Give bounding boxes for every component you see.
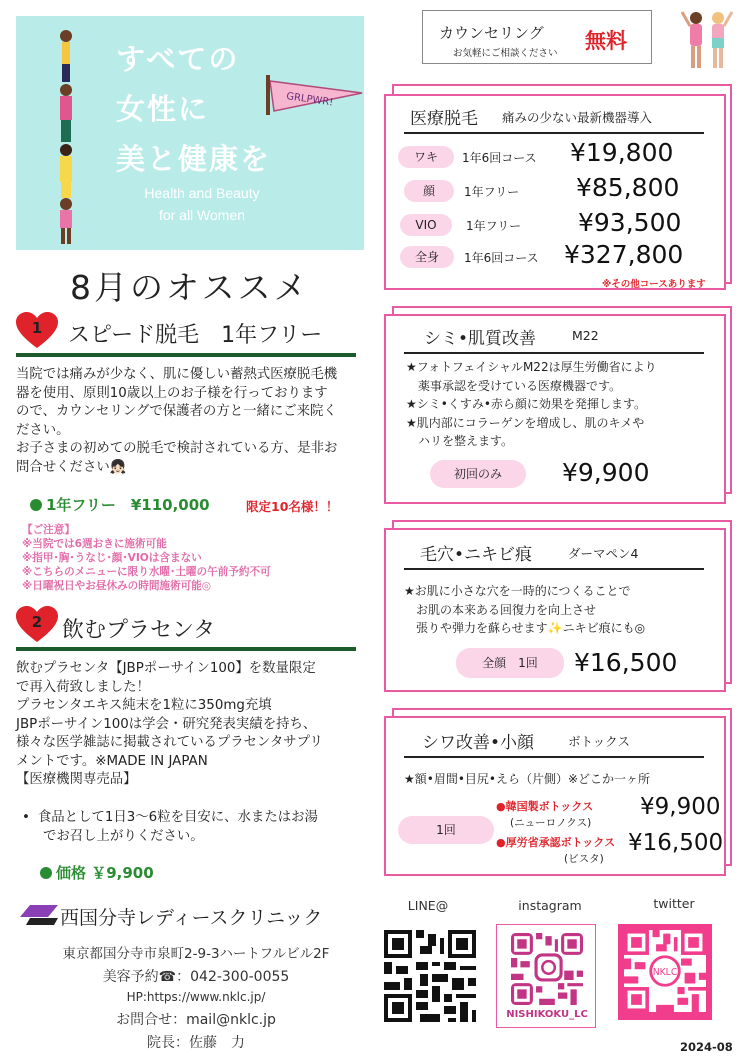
flag-text: GRLPWR! [285, 91, 334, 109]
section2-body [16, 660, 368, 790]
pore-care-card [384, 520, 744, 696]
card-text-line: ★フォトフェイシャルM22は厚生労働省により [406, 360, 657, 374]
note-line: ※当院では6週おきに施術可能 [22, 538, 167, 550]
price-text: ¥19,800 [570, 138, 674, 167]
clinic-tel[interactable]: 美容予約☎：042-300-0055 [102, 969, 290, 985]
part-pill: 顔 [404, 180, 454, 202]
card-text-line: ★シミ•くすみ•赤ら顔に効果を発揮します。 [406, 397, 646, 411]
body-line: お子さまの初めての脱毛で検討されている方、是非お [16, 441, 338, 456]
card-subtitle: ボトックス [568, 734, 631, 749]
card-title: シミ•肌質改善 [424, 329, 537, 349]
twitter-qr-code [624, 930, 706, 1012]
pennant-flag [266, 71, 366, 115]
line-qr-code[interactable] [384, 930, 476, 1022]
price-text: ¥16,500 [574, 648, 678, 677]
twitter-qr-frame[interactable] [618, 924, 712, 1020]
hero-title-line: 美と健康を [116, 142, 272, 176]
plan-pill: 初回のみ [430, 460, 526, 488]
price-text: ¥85,800 [576, 173, 680, 202]
body-line: ださい。 [16, 422, 70, 438]
card-text-line: 張りや弾力を蘇らせます✨ニキビ痕にも◎ [404, 621, 646, 635]
card-text-line: ハリを整えます。 [406, 434, 514, 448]
month-title: 8月のオススメ [70, 268, 310, 307]
note-line: ※日曜祝日やお昼休みの時間施術可能◎ [22, 580, 212, 592]
part-pill: VIO [400, 214, 452, 236]
plan-text: 1年6回コース [464, 251, 539, 265]
botox-item-name: ●厚労省承認ボトックス [496, 836, 616, 849]
section-number: 1 [31, 319, 43, 337]
section-divider [16, 647, 356, 651]
card-text-line: ★お肌に小さな穴を一時的につくることで [404, 584, 631, 598]
card-rule [404, 352, 704, 354]
section1-notes [22, 523, 362, 593]
nklc-logo-text: NKLC [652, 966, 678, 978]
body-line: 問合せください👧🏻 [16, 459, 127, 475]
bullet-dot-icon [30, 499, 42, 511]
card-rule [404, 756, 704, 758]
section-number: 2 [31, 613, 43, 631]
body-line: JBPポーサイン100は学会・研究発表実績を持ち、 [16, 716, 317, 732]
card-text [404, 582, 724, 638]
instagram-qr-frame[interactable] [496, 924, 596, 1028]
part-pill: ワキ [398, 146, 454, 168]
issue-date: 2024-08 [680, 1040, 733, 1054]
plan-text: 1年6回コース [462, 151, 537, 165]
part-pill: 全身 [400, 246, 454, 268]
body-line: 様々な医学雑誌に掲載されているプラセンタサプリ [16, 735, 323, 750]
body-line: メントです。※MADE IN JAPAN [16, 753, 208, 769]
twitter-label: twitter [653, 896, 695, 911]
body-line: プラセンタエキス純末を1粒に350mg充填 [16, 698, 272, 713]
price-text: 1年フリー ¥110,000 [46, 496, 210, 514]
note-line: ※こちらのメニューに限り水曜･土曜の午前予約不可 [22, 566, 271, 578]
counseling-sub: お気軽にご相談ください [453, 48, 558, 59]
price-text: ¥93,500 [578, 208, 682, 237]
card-rule [404, 132, 704, 134]
clinic-director: 院長：佐藤 力 [147, 1035, 245, 1051]
card-text-line: お肌の本来ある回復力を向上させ [404, 602, 597, 617]
body-line: 飲むプラセンタ【JBPポーサイン100】を数量限定 [16, 661, 316, 676]
women-illustration [676, 8, 738, 70]
body-line: 【医療機関専売品】 [16, 772, 137, 787]
section1-price [30, 494, 210, 515]
free-badge: 無料 [585, 29, 627, 53]
section2-bullet [22, 809, 368, 846]
body-line: 器を使用、原則10歳以上のお子様を行っております [16, 385, 328, 401]
plan-text: 1年フリー [464, 185, 520, 199]
limit-badge: 限定10名様！！ [246, 499, 339, 514]
hero-subtitle [102, 182, 302, 226]
bullet-text: 食品として1日3～6粒を目安に、水またはお湯 [37, 810, 318, 825]
instagram-handle: NISHIKOKU_LC [506, 1009, 588, 1020]
bullet-text: でお召し上がりください。 [43, 828, 204, 844]
counseling-box [422, 10, 652, 64]
hair-removal-card [384, 84, 744, 294]
spot-care-card [384, 306, 744, 506]
clinic-name: 西国分寺レディースクリニック [60, 907, 323, 929]
card-subtitle: M22 [572, 328, 599, 343]
botox-item-brand: (ニューロノクス) [510, 817, 592, 829]
hero-subtitle-line: for all Women [158, 207, 246, 223]
price-text: ¥16,500 [628, 830, 724, 856]
plan-pill: 1回 [398, 816, 494, 844]
card-text [406, 358, 726, 451]
section2-title: 飲むプラセンタ [62, 618, 216, 643]
botox-card [384, 708, 744, 878]
card-text: ★額•眉間•目尻•えら（片側）※どこか一ヶ所 [404, 772, 651, 786]
plan-pill: 全顔 1回 [456, 648, 564, 678]
counseling-title: カウンセリング [439, 24, 544, 42]
section-divider [16, 353, 356, 357]
price-text: 価格 ￥9,900 [56, 864, 154, 882]
section2-price [40, 862, 154, 883]
note-line: ※指甲･胸･うなじ･顔･VIOは含まない [22, 552, 202, 564]
instagram-qr-code [511, 933, 583, 1005]
card-subtitle: ダーマペン4 [568, 546, 639, 561]
section1-title: スピード脱毛 1年フリー [68, 323, 323, 348]
clinic-mail[interactable]: お問合せ：mail@nklc.jp [116, 1012, 276, 1028]
card-title: 毛穴•ニキビ痕 [420, 545, 533, 565]
plan-text: 1年フリー [466, 219, 522, 233]
body-line: ので、カウンセリングで保護者の方と一緒にご来院く [16, 404, 337, 419]
price-text: ¥9,900 [640, 794, 721, 820]
price-text: ¥9,900 [562, 458, 650, 487]
card-rule [404, 568, 704, 570]
clinic-homepage-link[interactable]: HP:https://www.nklc.jp/ [126, 990, 266, 1004]
card-subtitle: 痛みの少ない最新機器導入 [502, 110, 653, 125]
section1-body [16, 366, 366, 477]
more-courses-note: ※その他コースあります [602, 279, 706, 290]
hero-subtitle-line: Health and Beauty [144, 185, 260, 201]
hero-banner [16, 16, 364, 250]
card-title: 医療脱毛 [410, 109, 478, 129]
bullet-line: • 食品として1日3～6粒を目安に、水またはお湯 [22, 810, 318, 825]
botox-item-brand: (ビスタ) [564, 853, 604, 865]
hero-title-line: すべての [116, 42, 240, 76]
hero-title-line: 女性に [116, 92, 210, 126]
price-text: ¥327,800 [564, 240, 684, 269]
card-text-line: ★肌内部にコラーゲンを増成し、肌のキメや [406, 415, 645, 430]
card-title: シワ改善•小顔 [422, 733, 535, 753]
body-line: で再入荷致しました！ [16, 679, 150, 695]
clinic-logo-icon [20, 905, 58, 925]
clinic-address: 東京都国分寺市泉町2-9-3ハートフルビル2F [62, 946, 330, 962]
note-line: 【ご注意】 [22, 524, 75, 536]
acrobats-illustration [36, 26, 96, 244]
instagram-label: instagram [518, 898, 582, 913]
botox-item-name: ●韓国製ボトックス [496, 800, 594, 813]
body-line: 当院では痛みが少なく、肌に優しい蓄熱式医療脱毛機 [16, 367, 338, 382]
bullet-dot-icon [40, 867, 52, 879]
line-label: LINE@ [407, 898, 449, 913]
card-text-line: 薬事承認を受けている医療機器です。 [406, 378, 622, 393]
